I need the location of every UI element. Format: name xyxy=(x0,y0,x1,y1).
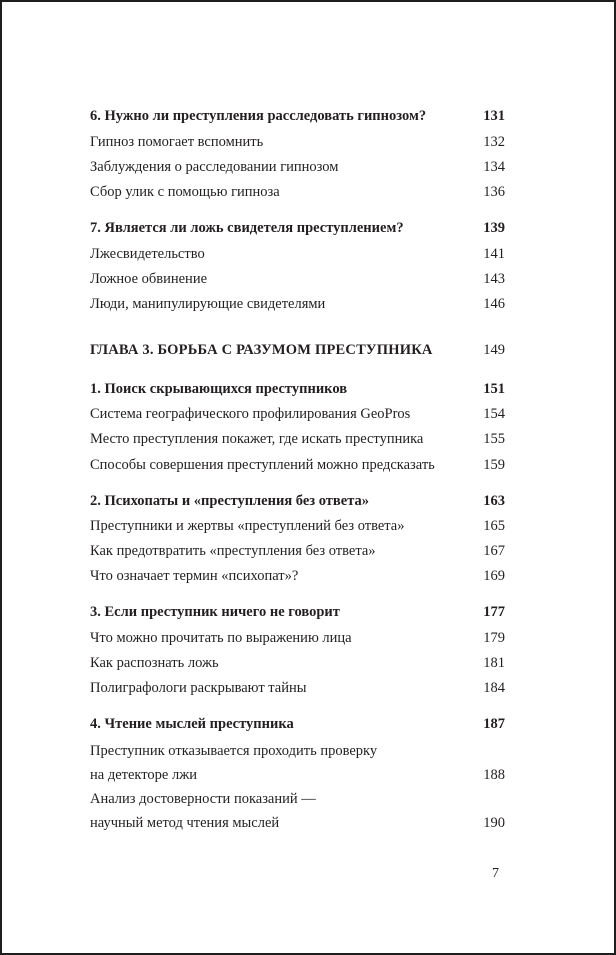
toc-entry-page: 190 xyxy=(483,815,505,831)
toc-entry-page: 131 xyxy=(483,108,505,124)
toc-entry-title: Ложное обвинение xyxy=(90,271,208,287)
toc-entry-page: 167 xyxy=(483,543,505,559)
toc-entry-title: Что можно прочитать по выражению лица xyxy=(90,630,352,646)
toc-subentry xyxy=(90,294,505,314)
toc-entry-title: Место преступления покажет, где искать преступника xyxy=(90,431,424,447)
toc-subentry xyxy=(90,182,505,202)
toc-entry-title: Что означает термин «психопат»? xyxy=(90,568,299,584)
page-number: 7 xyxy=(492,866,499,881)
toc-subentry xyxy=(90,269,505,289)
toc-subentry xyxy=(90,739,505,787)
toc-section-entry xyxy=(90,714,505,734)
toc-subentry xyxy=(90,429,505,449)
toc-entry-page: 141 xyxy=(483,246,505,262)
toc-subentry xyxy=(90,653,505,673)
toc-entry-page: 154 xyxy=(483,406,505,422)
toc-entry-title: Полиграфологи раскрывают тайны xyxy=(90,680,307,696)
toc-entry-page: 165 xyxy=(483,518,505,534)
toc-entry-title-line2: на детекторе лжи xyxy=(90,767,197,783)
toc-entry-page: 159 xyxy=(483,457,505,473)
toc-entry-title: Люди, манипулирующие свидетелями xyxy=(90,296,326,312)
toc-entry-page: 179 xyxy=(483,630,505,646)
toc-entry-page: 181 xyxy=(483,655,505,671)
toc-chapter-entry xyxy=(90,340,505,360)
toc-entry-page: 177 xyxy=(483,604,505,620)
toc-entry-page: 188 xyxy=(483,767,505,783)
toc-entry-title: Система географического профилирования GeoPros xyxy=(90,406,411,422)
toc-entry-page: 151 xyxy=(483,381,505,397)
toc-entry-title: Анализ достоверности показаний — xyxy=(90,791,316,807)
toc-subentry xyxy=(90,787,505,835)
toc-subentry xyxy=(90,678,505,698)
toc-entry-title: 7. Является ли ложь свидетеля преступлением? xyxy=(90,220,404,236)
toc-entry-page: 163 xyxy=(483,493,505,509)
toc-entry-title: 2. Психопаты и «преступления без ответа» xyxy=(90,493,369,509)
toc-subentry xyxy=(90,566,505,586)
toc-entry-page: 134 xyxy=(483,159,505,175)
toc-section-entry xyxy=(90,379,505,399)
toc-entry-title: Сбор улик с помощью гипноза xyxy=(90,184,280,200)
toc-subentry xyxy=(90,157,505,177)
toc-entry-page: 146 xyxy=(483,296,505,312)
toc-entry-title: Заблуждения о расследовании гипнозом xyxy=(90,159,339,175)
toc-entry-title: Способы совершения преступлений можно предсказать xyxy=(90,457,435,473)
toc-entry-title-line2: научный метод чтения мыслей xyxy=(90,815,280,831)
toc-entry-title: Преступники и жертвы «преступлений без ответа» xyxy=(90,518,405,534)
toc-entry-title: Как распознать ложь xyxy=(90,655,219,671)
toc-subentry xyxy=(90,132,505,152)
toc-subentry xyxy=(90,455,505,475)
toc-entry-page: 132 xyxy=(483,134,505,150)
toc-subentry xyxy=(90,404,505,424)
toc-subentry xyxy=(90,541,505,561)
toc-entry-page: 143 xyxy=(483,271,505,287)
toc-entry-title: 1. Поиск скрывающихся преступников xyxy=(90,381,348,397)
toc-chapter-title: ГЛАВА 3. БОРЬБА С РАЗУМОМ ПРЕСТУПНИКА xyxy=(90,342,433,358)
toc-entry-title: 3. Если преступник ничего не говорит xyxy=(90,604,340,620)
toc-entry-title: 4. Чтение мыслей преступника xyxy=(90,716,294,732)
toc-entry-page: 136 xyxy=(483,184,505,200)
toc-subentry xyxy=(90,628,505,648)
toc-section-entry xyxy=(90,602,505,622)
toc-entry-title: Гипноз помогает вспомнить xyxy=(90,134,264,150)
toc-section-entry xyxy=(90,106,505,126)
toc-entry-title: Как предотвратить «преступления без ответа» xyxy=(90,543,376,559)
toc-entry-title: Лжесвидетельство xyxy=(90,246,205,262)
toc-entry-page: 155 xyxy=(483,431,505,447)
toc-entry-page: 184 xyxy=(483,680,505,696)
toc-section-entry xyxy=(90,491,505,511)
toc-entry-page: 169 xyxy=(483,568,505,584)
toc-entry-page: 187 xyxy=(483,716,505,732)
toc-entry-page: 149 xyxy=(483,342,505,358)
toc-entry-title: Преступник отказывается проходить проверку xyxy=(90,743,378,759)
toc-section-entry xyxy=(90,218,505,238)
toc-entry-page: 139 xyxy=(483,220,505,236)
toc-subentry xyxy=(90,516,505,536)
toc-subentry xyxy=(90,244,505,264)
toc-entry-title: 6. Нужно ли преступления расследовать гипнозом? xyxy=(90,108,427,124)
